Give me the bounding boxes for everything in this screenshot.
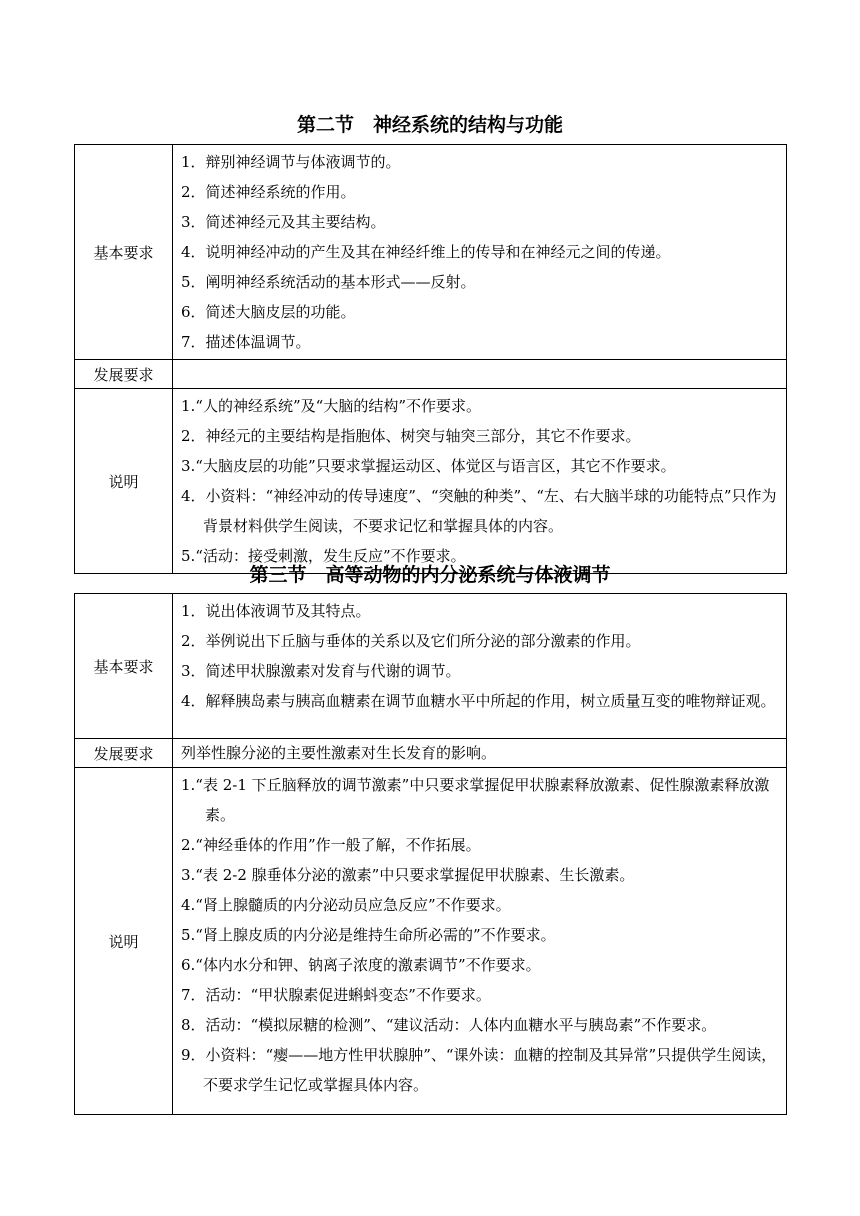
list-item: 3.“表 2-2 腺垂体分泌的激素”中只要求掌握促甲状腺素、生长激素。	[181, 866, 635, 884]
row-label: 说明	[75, 768, 173, 1115]
list-item: 2．神经元的主要结构是指胞体、树突与轴突三部分，其它不作要求。	[181, 427, 641, 445]
list-item: 5.“肾上腺皮质的内分泌是维持生命所必需的”不作要求。	[181, 926, 556, 944]
list-item: 1．辩别神经调节与体液调节的。	[181, 153, 401, 171]
table-row	[75, 768, 787, 1115]
list-item: 5．阐明神经系统活动的基本形式——反射。	[181, 273, 476, 291]
table-row	[75, 145, 787, 360]
table-row	[75, 389, 787, 574]
row-label: 发展要求	[75, 739, 173, 768]
list-item: 6．简述大脑皮层的功能。	[181, 303, 356, 321]
list-item: 2．简述神经系统的作用。	[181, 183, 356, 201]
list-item: 7．描述体温调节。	[181, 333, 311, 351]
row-label: 基本要求	[75, 145, 173, 360]
list-item: 6.“体内水分和钾、钠离子浓度的激素调节”不作要求。	[181, 956, 541, 974]
table-row	[75, 594, 787, 739]
list-item: 2.“神经垂体的作用”作一般了解，不作拓展。	[181, 836, 481, 854]
row-content	[173, 360, 787, 389]
row-content: 列举性腺分泌的主要性激素对生长发育的影响。	[173, 739, 787, 768]
section-title: 第三节 高等动物的内分泌系统与体液调节	[249, 564, 611, 586]
item-list	[181, 770, 780, 1100]
list-item: 4．小资料：“神经冲动的传导速度”、“突触的种类”、“左、右大脑半球的功能特点”只作为背景材料供学生阅读，不要求记忆和掌握具体的内容。	[181, 487, 777, 535]
requirements-table	[74, 144, 787, 574]
item-list	[181, 596, 780, 716]
list-item: 5.“活动：接受刺激，发生反应”不作要求。	[181, 547, 466, 565]
row-content	[173, 594, 787, 739]
row-label: 说明	[75, 389, 173, 574]
item-list	[181, 147, 780, 357]
row-content	[173, 145, 787, 360]
list-item: 1．说出体液调节及其特点。	[181, 602, 371, 620]
list-item: 2．举例说出下丘脑与垂体的关系以及它们所分泌的部分激素的作用。	[181, 632, 641, 650]
requirements-table	[74, 593, 787, 1115]
item-list	[181, 391, 780, 571]
list-item: 8．活动：“模拟尿糖的检测”、“建议活动：人体内血糖水平与胰岛素”不作要求。	[181, 1016, 717, 1034]
list-item: 4.“肾上腺髓质的内分泌动员应急反应”不作要求。	[181, 896, 511, 914]
section-title: 第二节 神经系统的结构与功能	[296, 114, 563, 136]
list-item: 9．小资料：“瘿——地方性甲状腺肿”、“课外读：血糖的控制及其异常”只提供学生阅读，不要求学生记忆或掌握具体内容。	[181, 1046, 777, 1094]
list-item: 4．解释胰岛素与胰高血糖素在调节血糖水平中所起的作用，树立质量互变的唯物辩证观。	[181, 692, 776, 710]
list-item: 4．说明神经冲动的产生及其在神经纤维上的传导和在神经元之间的传递。	[181, 243, 671, 261]
row-label: 发展要求	[75, 360, 173, 389]
table-row	[75, 739, 787, 768]
row-content	[173, 768, 787, 1115]
list-item: 1.“人的神经系统”及“大脑的结构”不作要求。	[181, 397, 481, 415]
list-item: 1.“表 2-1 下丘脑释放的调节激素”中只要求掌握促甲状腺素释放激素、促性腺激素释放激素。	[181, 776, 770, 824]
list-item: 3.“大脑皮层的功能”只要求掌握运动区、体觉区与语言区，其它不作要求。	[181, 457, 676, 475]
row-label: 基本要求	[75, 594, 173, 739]
list-item: 3．简述神经元及其主要结构。	[181, 213, 386, 231]
list-item: 3．简述甲状腺激素对发育与代谢的调节。	[181, 662, 461, 680]
list-item: 7．活动：“甲状腺素促进蝌蚪变态”不作要求。	[181, 986, 491, 1004]
table-row	[75, 360, 787, 389]
row-content	[173, 389, 787, 574]
